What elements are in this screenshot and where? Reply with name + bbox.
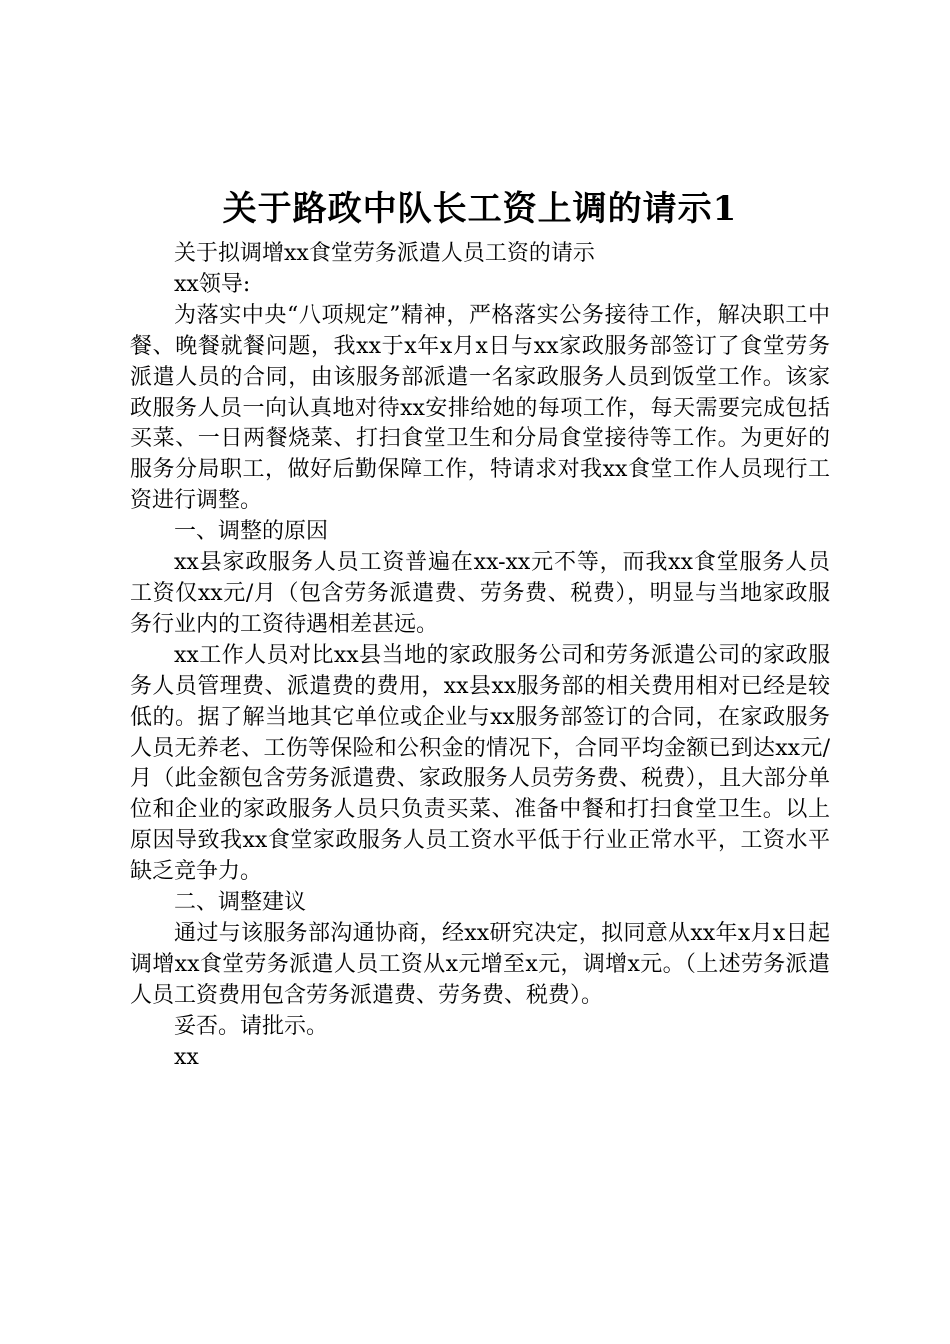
document-page — [130, 185, 830, 1073]
paragraph-reason-1: xx县家政服务人员工资普遍在xx-xx元不等，而我xx食堂服务人员工资仅xx元/月（包含劳务派遣费、劳务费、税费），明显与当地家政服务行业内的工资待遇相差甚远。 — [130, 550, 830, 637]
paragraph-closing: 妥否。请批示。 — [174, 1013, 329, 1039]
section-heading-reasons: 一、调整的原因 — [174, 519, 329, 545]
signature: xx — [174, 1044, 199, 1070]
document-subtitle: 关于拟调增xx食堂劳务派遣人员工资的请示 — [174, 241, 595, 266]
paragraph-intro: 为落实中央“八项规定”精神，严格落实公务接待工作，解决职工中餐、晚餐就餐问题，我xx于x年x月x日与xx家政服务部签订了食堂劳务派遣人员的合同，由该服务部派遣一名家政服务人员到饭堂工作。该家政服务人员一向认真地对待xx安排给她的每项工作，每天需要完成包括买菜、一日两餐烧菜、打扫食堂卫生和分局食堂接待等工作。为更好的服务分局职工，做好后勤保障工作，特请求对我xx食堂工作人员现行工资进行调整。 — [130, 302, 830, 514]
document-body — [130, 239, 830, 1073]
salutation: xx领导: — [174, 271, 251, 297]
document-title: 关于路政中队长工资上调的请示1 — [222, 189, 738, 229]
paragraph-reason-2: xx工作人员对比xx县当地的家政服务公司和劳务派遣公司的家政服务人员管理费、派遣费的费用，xx县xx服务部的相关费用相对已经是较低的。据了解当地其它单位或企业与xx服务部签订的合同，在家政服务人员无养老、工伤等保险和公积金的情况下，合同平均金额已到达xx元/月（此金额包含劳务派遣费、家政服务人员劳务费、税费），且大部分单位和企业的家政服务人员只负责买菜、准备中餐和打扫食堂卫生。以上原因导致我xx食堂家政服务人员工资水平低于行业正常水平，工资水平缺乏竞争力。 — [130, 642, 830, 885]
section-heading-suggestions: 二、调整建议 — [174, 890, 307, 916]
paragraph-suggestion: 通过与该服务部沟通协商，经xx研究决定，拟同意从xx年x月x日起调增xx食堂劳务派遣人员工资从x元增至x元，调增x元。（上述劳务派遣人员工资费用包含劳务派遣费、劳务费、税费）。 — [130, 920, 830, 1008]
